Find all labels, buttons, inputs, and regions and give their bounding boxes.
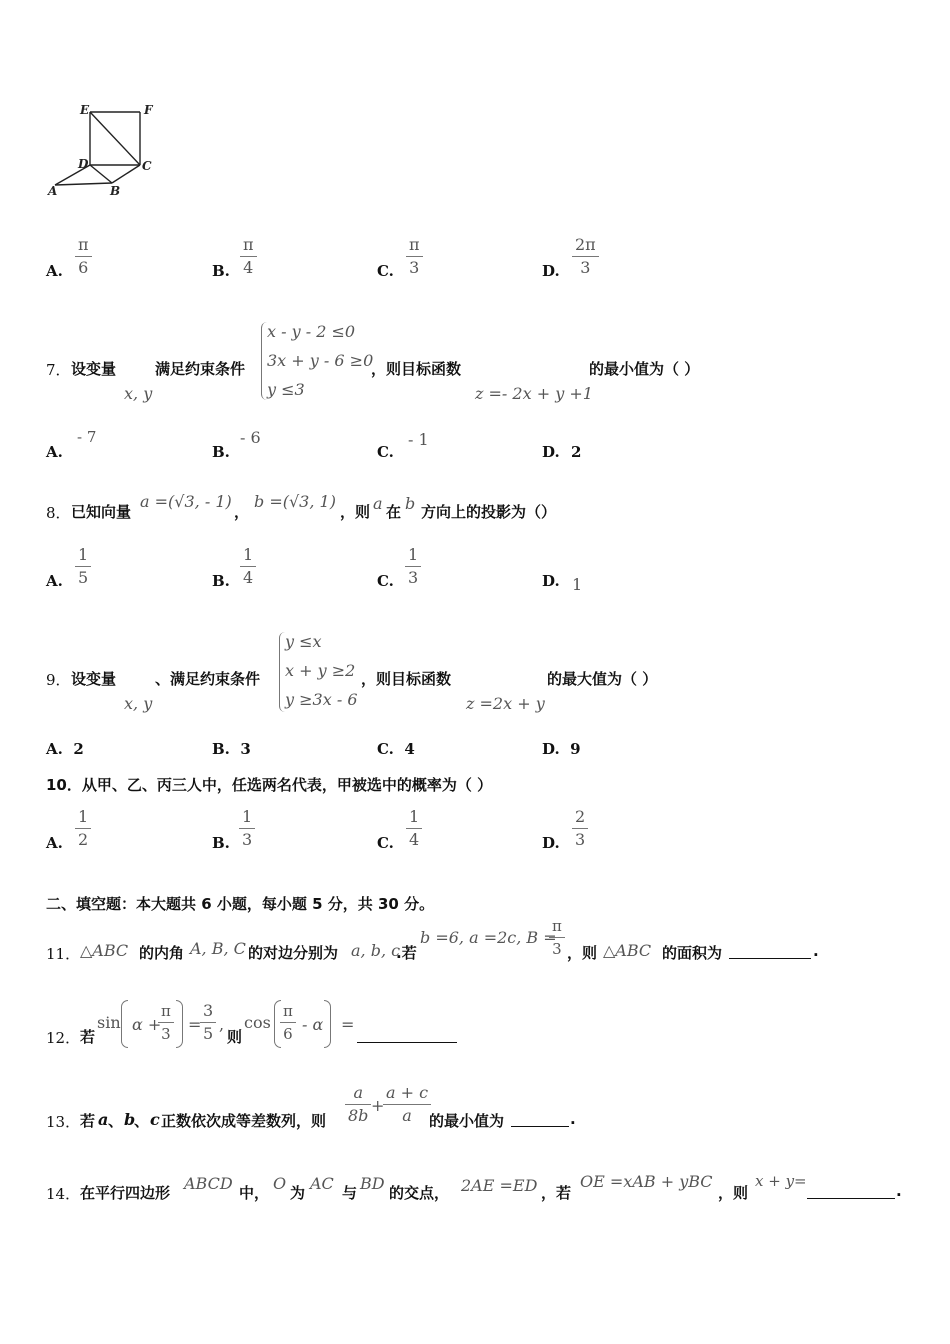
q10-option-c-value: 1 4 xyxy=(406,808,422,849)
q12-answer-blank[interactable] xyxy=(357,1026,457,1043)
q9-text2: 、满足约束条件 xyxy=(155,670,261,688)
q10-option-d-value: 2 3 xyxy=(572,808,588,849)
q7-text4: 的最小值为（ ） xyxy=(589,360,700,378)
q8-text3: 在 xyxy=(386,503,402,521)
q6-option-b-letter: B. xyxy=(212,262,230,280)
q13-text1: 若 xyxy=(80,1112,96,1130)
q11-condition: b =6, a =2c, B = xyxy=(420,928,557,947)
q11-angle-value: π 3 xyxy=(549,917,565,958)
q13-sep2: 、 xyxy=(134,1112,150,1130)
q13-fraction-1: a 8b xyxy=(345,1084,371,1125)
q14-text2: 中， xyxy=(239,1184,270,1202)
q7-option-a-value: - 7 xyxy=(77,428,97,446)
q12-pi-over-6: π 6 xyxy=(280,1002,296,1043)
q7-constraint-2: 3x + y - 6 ≥0 xyxy=(267,351,374,370)
label-d: D xyxy=(78,157,89,171)
q8-b: b xyxy=(405,494,416,513)
q8-comma: ， xyxy=(234,503,250,521)
q8-option-a-value: 1 5 xyxy=(75,546,91,587)
q12-text1: 若 xyxy=(80,1028,96,1046)
q6-option-a-letter: A. xyxy=(46,262,63,280)
q8-vec-b: b =(√3, 1) xyxy=(254,492,336,511)
q7-option-d-value: 2 xyxy=(571,443,582,461)
q9-text4: 的最大值为（ ） xyxy=(547,670,658,688)
q8-vec-a: a =(√3, - 1) xyxy=(140,492,232,511)
q14-o: O xyxy=(273,1174,287,1193)
q11-answer-blank[interactable] xyxy=(729,942,811,959)
label-a: A xyxy=(48,184,58,198)
q13-number: 13． xyxy=(46,1113,81,1131)
q13-fraction-2: a + c a xyxy=(383,1084,431,1125)
q8-option-b-letter: B. xyxy=(212,572,230,590)
q12-minus-alpha: - α xyxy=(302,1015,324,1034)
q7-text1: 设变量 xyxy=(71,360,117,378)
q7-number: 7． xyxy=(46,361,71,379)
q7-constraint-1: x - y - 2 ≤0 xyxy=(267,322,356,341)
q14-ac: AC xyxy=(310,1174,334,1193)
q13-sep1: 、 xyxy=(108,1112,124,1130)
q11-end: . xyxy=(813,942,819,960)
q7-option-b-value: - 6 xyxy=(240,428,261,447)
q10-option-b-letter: B. xyxy=(212,834,230,852)
q9-objective: z =2x + y xyxy=(466,694,545,713)
q13-c: c xyxy=(150,1110,160,1129)
q8-a: a xyxy=(373,494,383,513)
q9-option-b: B. 3 xyxy=(212,740,251,758)
q9-text1: 设变量 xyxy=(71,670,117,688)
q14-end: . xyxy=(896,1182,902,1200)
q7-constraint-3: y ≤3 xyxy=(267,380,305,399)
section-2-heading: 二、填空题：本大题共 6 小题，每小题 5 分，共 30 分。 xyxy=(46,895,435,913)
q14-text7: ，则 xyxy=(718,1184,749,1202)
q10-option-a-value: 1 2 xyxy=(75,808,91,849)
q9-option-c: C. 4 xyxy=(377,740,415,758)
q14-text4: 与 xyxy=(342,1184,358,1202)
q11-triangle-2: △ABC xyxy=(603,941,652,960)
q7-objective: z =- 2x + y +1 xyxy=(475,384,593,403)
geometry-figure xyxy=(40,95,170,205)
q10-text: 10．从甲、乙、丙三人中，任选两名代表，甲被选中的概率为（ ） xyxy=(46,776,493,794)
q10-option-a-letter: A. xyxy=(46,834,63,852)
q12-text2: 则 xyxy=(227,1028,243,1046)
q12-three-fifths: 3 5 xyxy=(200,1002,216,1043)
q13-text3: 的最小值为 xyxy=(429,1112,505,1130)
label-c: C xyxy=(142,159,152,173)
q11-text2: 的对边分别为 xyxy=(248,944,339,962)
q13-b: b xyxy=(124,1110,136,1129)
q14-answer-blank[interactable] xyxy=(807,1182,895,1199)
q7-text3: ，则目标函数 xyxy=(371,360,462,378)
q9-vars: x, y xyxy=(124,694,153,713)
q12-alpha-plus: α + xyxy=(132,1015,162,1034)
q9-option-a: A. 2 xyxy=(46,740,84,758)
q14-ae: 2AE =ED xyxy=(461,1176,538,1195)
label-e: E xyxy=(80,103,90,117)
q11-triangle-1: △ABC xyxy=(80,941,129,960)
q14-text6: ，若 xyxy=(541,1184,572,1202)
q12-equals-1: = xyxy=(188,1015,202,1034)
q7-vars: x, y xyxy=(124,384,153,403)
q6-option-d-value: 2π 3 xyxy=(572,236,599,277)
q14-abcd: ABCD xyxy=(184,1174,233,1193)
q9-number: 9． xyxy=(46,671,71,689)
q12-comma: , xyxy=(219,1015,225,1034)
q12-sin: sin xyxy=(97,1013,121,1032)
q11-text4: ，则 xyxy=(567,944,598,962)
q12-cos: cos xyxy=(244,1013,271,1032)
q10-option-b-value: 1 3 xyxy=(239,808,255,849)
q14-bd: BD xyxy=(360,1174,385,1193)
q12-paren-left-1 xyxy=(121,1000,128,1048)
q10-option-d-letter: D. xyxy=(542,834,560,852)
q6-option-d-letter: D. xyxy=(542,262,560,280)
q13-answer-blank[interactable] xyxy=(511,1110,569,1127)
q9-constraint-1: y ≤x xyxy=(285,632,322,651)
q6-option-c-value: π 3 xyxy=(406,236,423,277)
q7-option-c-letter: C. xyxy=(377,443,394,461)
q14-xy: x + y= xyxy=(755,1172,807,1190)
q8-option-d-value: 1 xyxy=(572,575,583,594)
label-b: B xyxy=(110,184,121,198)
q12-pi-over-3: π 3 xyxy=(158,1002,174,1043)
q14-oe: OE =xAB + yBC xyxy=(580,1172,713,1191)
q14-text1: 在平行四边形 xyxy=(80,1184,171,1202)
q9-constraint-2: x + y ≥2 xyxy=(285,661,356,680)
q6-option-a-value: π 6 xyxy=(75,236,92,277)
q8-text4: 方向上的投影为（） xyxy=(421,503,557,521)
q9-option-d: D. 9 xyxy=(542,740,581,758)
q11-sides: a, b, c xyxy=(351,941,401,960)
q9-constraint-3: y ≥3x - 6 xyxy=(285,690,358,709)
q10-option-c-letter: C. xyxy=(377,834,394,852)
q7-option-b-letter: B. xyxy=(212,443,230,461)
q7-text2: 满足约束条件 xyxy=(155,360,246,378)
q12-equals-2: = xyxy=(341,1015,355,1034)
label-f: F xyxy=(144,103,153,117)
q13-text2: 正数依次成等差数列，则 xyxy=(161,1112,327,1130)
q8-text2: ，则 xyxy=(340,503,371,521)
q8-option-c-value: 1 3 xyxy=(405,546,421,587)
q8-option-a-letter: A. xyxy=(46,572,63,590)
q11-text3: .若 xyxy=(396,944,417,962)
q13-a: a xyxy=(98,1110,109,1129)
q8-option-d-letter: D. xyxy=(542,572,560,590)
q8-option-c-letter: C. xyxy=(377,572,394,590)
q14-text5: 的交点， xyxy=(389,1184,450,1202)
q8-number: 8． xyxy=(46,504,71,522)
q13-end: . xyxy=(570,1110,576,1128)
q11-number: 11． xyxy=(46,945,81,963)
q11-angles: A, B, C xyxy=(190,939,246,958)
q14-number: 14． xyxy=(46,1185,81,1203)
q12-number: 12． xyxy=(46,1029,81,1047)
q14-text3: 为 xyxy=(290,1184,306,1202)
q12-paren-right-2 xyxy=(324,1000,331,1048)
q11-text1: 的内角 xyxy=(139,944,185,962)
q7-option-c-value: - 1 xyxy=(408,430,429,449)
q13-plus: + xyxy=(371,1096,385,1115)
q6-option-b-value: π 4 xyxy=(240,236,257,277)
q8-option-b-value: 1 4 xyxy=(240,546,256,587)
q6-option-c-letter: C. xyxy=(377,262,394,280)
q8-text1: 已知向量 xyxy=(71,503,132,521)
q7-option-d-letter: D. xyxy=(542,443,560,461)
q12-paren-right-1 xyxy=(176,1000,183,1048)
q9-text3: ，则目标函数 xyxy=(361,670,452,688)
q11-text5: 的面积为 xyxy=(662,944,723,962)
q7-option-a-letter: A. xyxy=(46,443,63,461)
